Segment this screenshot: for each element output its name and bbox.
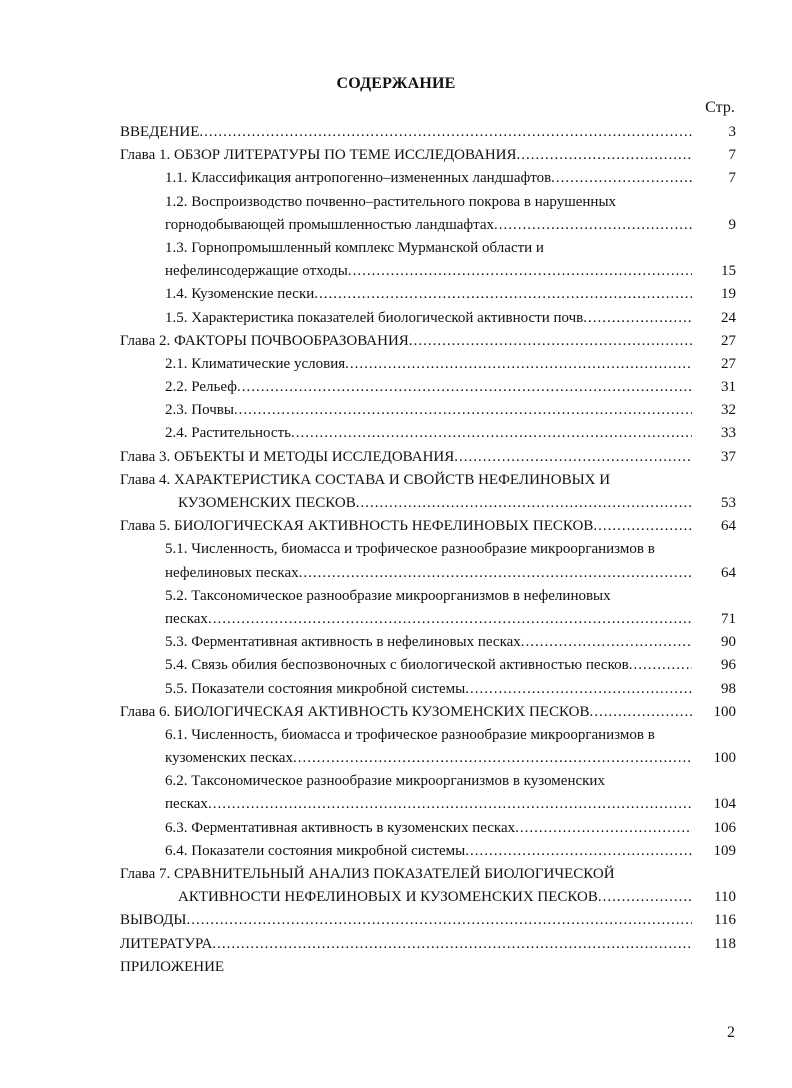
toc-page-number: 104	[713, 796, 736, 813]
toc-entry-first-line	[0, 237, 792, 260]
toc-entry-first-line	[0, 863, 792, 886]
toc-page-number: 7	[728, 170, 736, 187]
toc-entry	[0, 608, 792, 631]
toc-entry-first-line	[0, 191, 792, 214]
toc-entry	[0, 492, 792, 515]
toc-entry	[0, 817, 792, 840]
table-of-contents	[0, 121, 792, 979]
toc-entry-text: 2.1. Климатические условия	[165, 355, 346, 372]
toc-leader-dots	[237, 376, 692, 399]
toc-entry-text: 5.4. Связь обилия беспозвоночных с биологической активностью песков	[165, 657, 629, 674]
toc-leader-dots	[208, 608, 692, 631]
toc-page-number: 90	[721, 634, 736, 651]
toc-entry-first-line	[0, 770, 792, 793]
toc-entry	[0, 654, 792, 677]
toc-entry	[0, 562, 792, 585]
toc-page-number: 31	[721, 379, 736, 396]
toc-entry-text: 1.1. Классификация антропогенно–измененных ландшафтов	[165, 170, 552, 187]
toc-leader-dots	[314, 283, 692, 306]
toc-entry-first-line	[0, 585, 792, 608]
toc-entry-text: 2.3. Почвы	[165, 402, 234, 419]
toc-leader-dots	[521, 631, 692, 654]
toc-entry	[0, 167, 792, 190]
toc-entry	[0, 956, 792, 979]
toc-entry	[0, 260, 792, 283]
toc-page-number: 7	[728, 147, 736, 164]
page-column-label: Стр.	[705, 99, 735, 116]
toc-entry-text: ВВЕДЕНИЕ	[120, 124, 200, 140]
toc-entry-text: ВЫВОДЫ	[120, 912, 187, 929]
toc-entry	[0, 909, 792, 932]
toc-page-number: 24	[721, 309, 736, 326]
toc-entry-text: 2.2. Рельеф	[165, 379, 237, 396]
toc-page-number: 106	[713, 819, 736, 836]
toc-entry	[0, 422, 792, 445]
toc-entry-text: Глава 4. ХАРАКТЕРИСТИКА СОСТАВА И СВОЙСТВ НЕФЕЛИНОВЫХ И	[120, 471, 611, 488]
toc-entry-text: Глава 5. БИОЛОГИЧЕСКАЯ АКТИВНОСТЬ НЕФЕЛИНОВЫХ ПЕСКОВ	[120, 518, 594, 535]
toc-page-number: 96	[721, 657, 736, 674]
toc-entry	[0, 933, 792, 956]
toc-page-number: 71	[721, 610, 736, 627]
toc-entry	[0, 121, 792, 144]
toc-entry	[0, 840, 792, 863]
toc-entry-text: 5.2. Таксономическое разнообразие микроорганизмов в нефелиновых	[165, 587, 611, 604]
toc-entry-text: кузоменских песках	[165, 750, 293, 767]
toc-entry-text: ЛИТЕРАТУРА	[120, 935, 213, 952]
toc-page-number: 98	[721, 680, 736, 697]
toc-entry	[0, 353, 792, 376]
toc-page-number: 100	[713, 703, 736, 720]
toc-leader-dots	[517, 144, 692, 167]
toc-entry-text: 6.1. Численность, биомасса и трофическое разнообразие микроорганизмов в	[165, 726, 655, 743]
toc-leader-dots	[593, 515, 692, 538]
toc-entry-text: нефелинсодержащие отходы	[165, 263, 348, 280]
toc-entry	[0, 678, 792, 701]
toc-page-number: 110	[714, 889, 736, 906]
toc-entry-text: АКТИВНОСТИ НЕФЕЛИНОВЫХ И КУЗОМЕНСКИХ ПЕСКОВ	[178, 889, 598, 906]
toc-entry-text: Глава 2. ФАКТОРЫ ПОЧВООБРАЗОВАНИЯ	[120, 332, 409, 349]
toc-leader-dots	[199, 121, 692, 144]
toc-leader-dots	[299, 562, 692, 585]
toc-leader-dots	[515, 817, 692, 840]
toc-entry	[0, 144, 792, 167]
toc-leader-dots	[348, 260, 692, 283]
toc-page-number: 9	[728, 216, 736, 233]
toc-page-number: 27	[721, 332, 736, 349]
toc-entry-text: песках	[165, 610, 208, 627]
toc-leader-dots	[291, 422, 692, 445]
toc-entry	[0, 376, 792, 399]
toc-entry-text: 6.3. Ферментативная активность в кузоменских песках	[165, 819, 516, 836]
toc-entry-text: 5.1. Численность, биомасса и трофическое разнообразие микроорганизмов в	[165, 541, 655, 558]
toc-page-number: 64	[721, 518, 736, 535]
toc-page-number: 33	[721, 425, 736, 442]
toc-leader-dots	[293, 747, 692, 770]
toc-entry-text: 2.4. Растительность	[165, 425, 291, 442]
toc-leader-dots	[356, 492, 692, 515]
toc-entry	[0, 330, 792, 353]
toc-entry-text: горнодобывающей промышленностью ландшафтах	[165, 216, 495, 233]
toc-leader-dots	[598, 886, 692, 909]
toc-leader-dots	[212, 933, 692, 956]
toc-entry-first-line	[0, 538, 792, 561]
toc-leader-dots	[583, 307, 692, 330]
toc-page-number: 3	[728, 124, 736, 140]
toc-entry	[0, 283, 792, 306]
toc-entry-text: 5.5. Показатели состояния микробной системы	[165, 680, 466, 697]
toc-leader-dots	[187, 909, 693, 932]
toc-entry-text: Глава 3. ОБЪЕКТЫ И МЕТОДЫ ИССЛЕДОВАНИЯ	[120, 448, 455, 465]
toc-page-number: 15	[721, 263, 736, 280]
toc-page-number: 19	[721, 286, 736, 303]
toc-entry-text: 1.5. Характеристика показателей биологической активности почв	[165, 309, 584, 326]
toc-entry	[0, 307, 792, 330]
toc-leader-dots	[465, 840, 692, 863]
toc-entry	[0, 214, 792, 237]
toc-entry-text: 5.3. Ферментативная активность в нефелиновых песках	[165, 634, 521, 651]
toc-entry-text: КУЗОМЕНСКИХ ПЕСКОВ	[178, 495, 356, 511]
toc-entry-text: ПРИЛОЖЕНИЕ	[120, 958, 225, 975]
toc-entry	[0, 747, 792, 770]
toc-leader-dots	[409, 330, 692, 353]
toc-page-number: 116	[714, 912, 736, 929]
toc-page-number: 64	[721, 564, 736, 581]
toc-entry-text: Глава 7. СРАВНИТЕЛЬНЫЙ АНАЛИЗ ПОКАЗАТЕЛЕЙ БИОЛОГИЧЕСКОЙ	[120, 866, 615, 882]
toc-leader-dots	[345, 353, 692, 376]
toc-entry	[0, 399, 792, 422]
toc-entry	[0, 631, 792, 654]
toc-entry-text: 6.4. Показатели состояния микробной системы	[165, 842, 466, 859]
toc-entry-first-line	[0, 724, 792, 747]
toc-entry-text: Глава 6. БИОЛОГИЧЕСКАЯ АКТИВНОСТЬ КУЗОМЕНСКИХ ПЕСКОВ	[120, 703, 590, 720]
toc-entry-text: Глава 1. ОБЗОР ЛИТЕРАТУРЫ ПО ТЕМЕ ИССЛЕДОВАНИЯ	[120, 147, 517, 164]
toc-entry	[0, 701, 792, 724]
toc-entry	[0, 446, 792, 469]
toc-entry-text: 6.2. Таксономическое разнообразие микроорганизмов в кузоменских	[165, 773, 605, 790]
toc-leader-dots	[551, 167, 692, 190]
toc-leader-dots	[465, 678, 692, 701]
toc-entry-first-line	[0, 469, 792, 492]
toc-entry-text: 1.3. Горнопромышленный комплекс Мурманской области и	[165, 239, 544, 256]
toc-page-number: 27	[721, 355, 736, 372]
page-number: 2	[727, 1024, 735, 1041]
toc-leader-dots	[629, 654, 692, 677]
toc-entry	[0, 515, 792, 538]
toc-entry-text: нефелиновых песках	[165, 564, 299, 581]
toc-page-number: 109	[713, 842, 736, 859]
toc-entry-text: 1.2. Воспроизводство почвенно–растительного покрова в нарушенных	[165, 193, 617, 210]
toc-page-number: 100	[713, 750, 736, 767]
page-title: СОДЕРЖАНИЕ	[336, 75, 456, 92]
toc-leader-dots	[589, 701, 692, 724]
toc-page-number: 118	[714, 935, 736, 952]
toc-leader-dots	[494, 214, 692, 237]
toc-page-number: 53	[721, 495, 736, 511]
toc-entry-text: песках	[165, 796, 208, 813]
toc-page-number: 37	[721, 448, 736, 465]
toc-leader-dots	[454, 446, 692, 469]
toc-entry-text: 1.4. Кузоменские пески	[165, 286, 315, 303]
toc-entry	[0, 886, 792, 909]
toc-entry	[0, 793, 792, 816]
toc-leader-dots	[208, 793, 692, 816]
toc-page-number: 32	[721, 402, 736, 419]
toc-leader-dots	[234, 399, 692, 422]
